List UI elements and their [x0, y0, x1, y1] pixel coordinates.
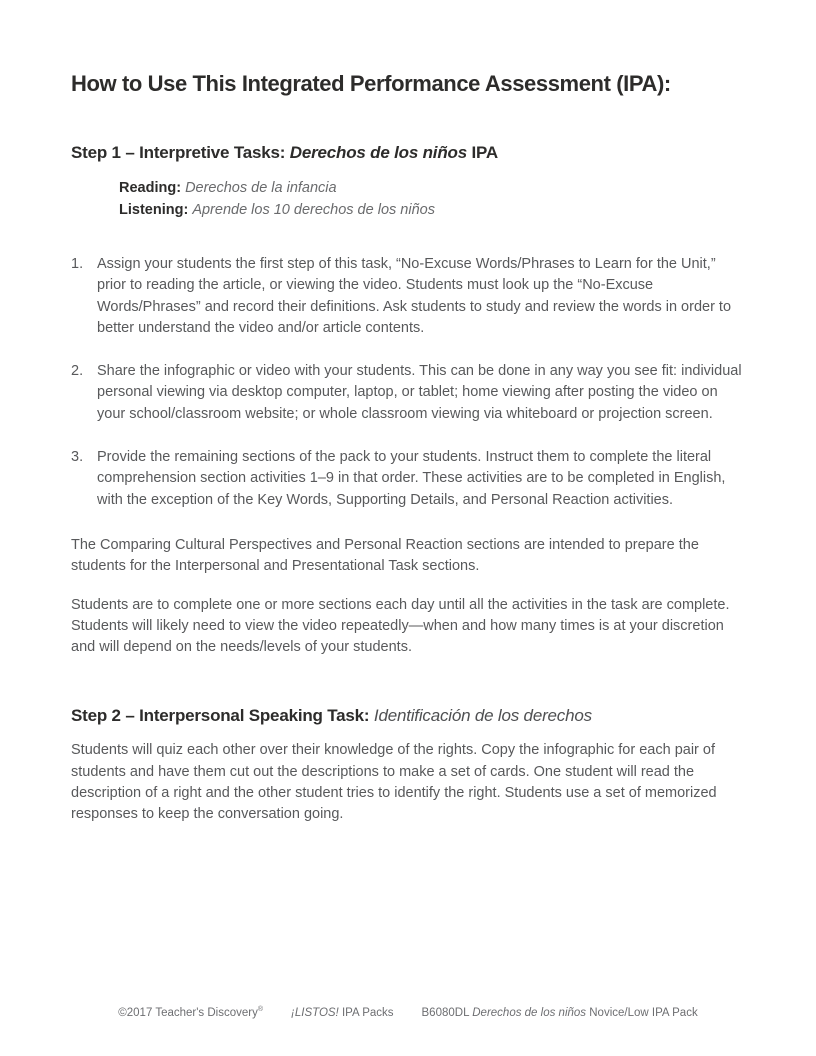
- registered-trademark-symbol: ®: [257, 1006, 264, 1014]
- step1-heading-suffix: IPA: [466, 143, 498, 162]
- footer-series-rest: IPA Packs: [338, 1007, 394, 1019]
- page-title: How to Use This Integrated Performance Assessment (IPA):: [71, 71, 671, 96]
- list-item-number: 2.: [71, 363, 84, 380]
- instruction-list: [71, 254, 745, 511]
- step1-heading-prefix: Step 1 – Interpretive Tasks:: [71, 143, 290, 162]
- list-item-number: 3.: [71, 449, 84, 466]
- listening-line: [119, 200, 745, 222]
- list-item-text: Share the infographic or video with your students. This can be done in any way you see fit: individual personal viewing via desktop computer, laptop, or tablet; home viewing after posting the video on your school/classroom website; or whole classroom viewing via whiteboard or projection screen.: [97, 363, 742, 422]
- step2-paragraph: Students will quiz each other over their knowledge of the rights. Copy the infographic for each pair of students and have them cut out the descriptions to make a set of cards. One student will read the description of a right and the other student tries to identify the right. Students use a set of memorized responses to keep the conversation going.: [71, 742, 717, 823]
- reading-label: Reading:: [119, 180, 186, 196]
- footer-series-name: ¡LISTOS!: [291, 1007, 339, 1019]
- step1-heading: [71, 143, 745, 163]
- step2-heading-prefix: Step 2 – Interpersonal Speaking Task:: [71, 706, 374, 726]
- page-footer: [0, 1006, 816, 1020]
- paragraph-perspectives: The Comparing Cultural Perspectives and Personal Reaction sections are intended to prepare the students for the Interpersonal and Presentational Task sections.: [71, 536, 699, 575]
- footer-product-title: Derechos de los niños: [472, 1007, 587, 1019]
- paragraph-pacing: Students are to complete one or more sections each day until all the activities in the task are complete. Students will likely need to view the video repeatedly—when and how many times is at your discretion and will depend on the needs/levels of your students.: [71, 596, 730, 656]
- footer-product-rest: Novice/Low IPA Pack: [586, 1007, 698, 1019]
- list-item: [71, 361, 745, 425]
- page-content: [71, 72, 745, 826]
- listening-label: Listening:: [119, 201, 193, 218]
- footer-product: [422, 1006, 698, 1020]
- step1-heading-italic-title: Derechos de los niños: [289, 143, 467, 162]
- list-item: [71, 254, 745, 339]
- list-item-text: Assign your students the first step of this task, “No-Excuse Words/Phrases to Learn for the Unit,” prior to reading the article, or viewing the video. Students must look up the “No-Excuse Words/Phrases” and record their definitions. Ask students to study and review the words in order to better understand the video and/or article contents.: [97, 256, 732, 336]
- step2-heading: [71, 706, 745, 726]
- footer-product-code: B6080DL: [421, 1007, 473, 1019]
- step1-sources: [71, 178, 745, 221]
- list-item-number: 1.: [71, 256, 84, 272]
- listening-value: Aprende los 10 derechos de los niños: [192, 201, 435, 218]
- list-item-text: Provide the remaining sections of the pack to your students. Instruct them to complete the literal comprehension section activities 1–9 in that order. These activities are to be completed in English, with the exception of the Key Words, Supporting Details, and Personal Reaction activities.: [97, 449, 726, 508]
- footer-copyright-text: ©2017 Teacher's Discovery: [118, 1007, 258, 1019]
- reading-value: Derechos de la infancia: [185, 180, 337, 196]
- footer-copyright: [118, 1006, 263, 1020]
- list-item: [71, 447, 745, 511]
- reading-line: [119, 178, 745, 200]
- step2-heading-italic-title: Identificación de los derechos: [373, 706, 592, 726]
- footer-series: [291, 1006, 393, 1020]
